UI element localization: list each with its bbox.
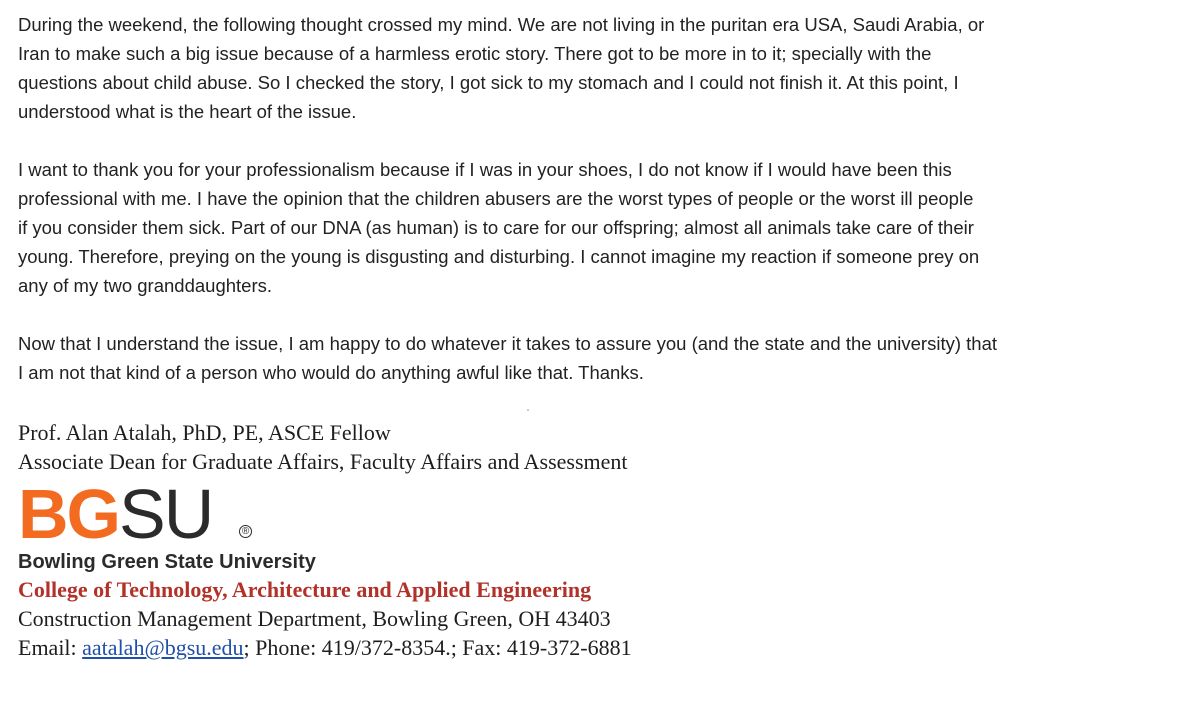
- paragraph-3: [18, 329, 1186, 387]
- bgsu-logo: [18, 475, 1186, 553]
- contact-line: [18, 633, 1186, 662]
- college-name: College of Technology, Architecture and Applied Engineering: [18, 577, 592, 602]
- paragraph-line: I am not that kind of a person who would do anything awful like that. Thanks.: [18, 362, 644, 383]
- department-line: Construction Management Department, Bowling Green, OH 43403: [18, 606, 611, 631]
- paragraph-line: During the weekend, the following thought crossed my mind. We are not living in the puritan era USA, Saudi Arabia, or: [18, 14, 985, 35]
- signature-title: Associate Dean for Graduate Affairs, Faculty Affairs and Assessment: [18, 449, 628, 474]
- paragraph-line: I want to thank you for your professionalism because if I was in your shoes, I do not know if I would have been this: [18, 159, 952, 180]
- university-name: Bowling Green State University: [18, 551, 316, 573]
- paragraph-line: professional with me. I have the opinion that the children abusers are the worst types of people or the worst ill people: [18, 188, 974, 209]
- paragraph-1: [18, 10, 1186, 126]
- phone-fax: ; Phone: 419/372-8354.; Fax: 419-372-6881: [243, 635, 632, 660]
- paragraph-line: young. Therefore, preying on the young is disgusting and disturbing. I cannot imagine my reaction if someone prey on: [18, 246, 980, 267]
- logo-su-letters: SU: [119, 475, 213, 553]
- signature-name: Prof. Alan Atalah, PhD, PE, ASCE Fellow: [18, 420, 391, 445]
- paragraph-line: Iran to make such a big issue because of a harmless erotic story. There got to be more in to it; specially with the: [18, 43, 932, 64]
- scan-speck: [527, 409, 529, 411]
- paragraph-2: [18, 155, 1186, 300]
- logo-bg-letters: BG: [18, 475, 119, 553]
- paragraph-line: understood what is the heart of the issue.: [18, 101, 357, 122]
- email-signature: [18, 418, 1186, 662]
- paragraph-line: if you consider them sick. Part of our DNA (as human) is to care for our offspring; almost all animals take care of their: [18, 217, 974, 238]
- registered-mark-icon: ®: [239, 525, 252, 538]
- paragraph-line: Now that I understand the issue, I am happy to do whatever it takes to assure you (and the state and the university) that: [18, 333, 998, 354]
- email-link[interactable]: aatalah@bgsu.edu: [82, 635, 244, 660]
- paragraph-line: any of my two granddaughters.: [18, 275, 273, 296]
- paragraph-line: questions about child abuse. So I checked the story, I got sick to my stomach and I could not finish it. At this point, I: [18, 72, 959, 93]
- email-label: Email:: [18, 635, 83, 660]
- letter-body: [18, 10, 1186, 416]
